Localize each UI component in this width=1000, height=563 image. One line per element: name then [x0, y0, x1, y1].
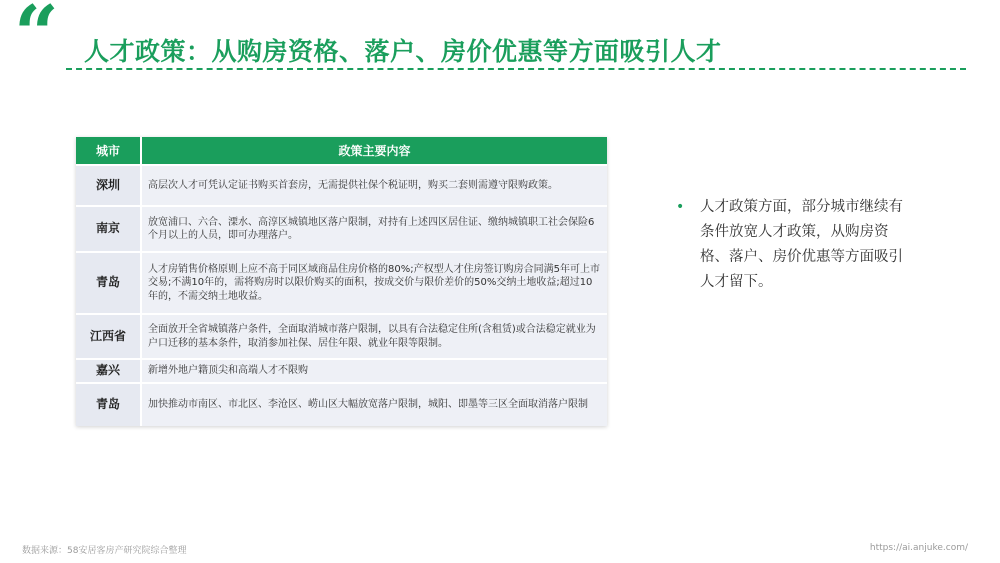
summary-bullet: [676, 195, 916, 295]
table-row: [76, 252, 607, 314]
table-cell-city: 青岛: [76, 252, 141, 314]
policy-table: [76, 137, 607, 426]
column-header-city: 城市: [76, 137, 141, 165]
table-row: [76, 206, 607, 252]
table-cell-content: 全面放开全省城镇落户条件，全面取消城市落户限制，以具有合法稳定住所(含租赁)或合法稳定就业为户口迁移的基本条件，取消参加社保、居住年限、就业年限等限制。: [141, 314, 607, 359]
table-cell-content: 放宽浦口、六合、溧水、高淳区城镇地区落户限制，对持有上述四区居住证、缴纳城镇职工社会保险6个月以上的人员，即可办理落户。: [141, 206, 607, 252]
table-row: [76, 314, 607, 359]
table-cell-city: 南京: [76, 206, 141, 252]
table-cell-content: 高层次人才可凭认定证书购买首套房，无需提供社保个税证明，购买二套则需遵守限购政策。: [141, 165, 607, 206]
quote-mark-icon: “: [14, 0, 59, 80]
table-cell-content: 加快推动市南区、市北区、李沧区、崂山区大幅放宽落户限制，城阳、即墨等三区全面取消落户限制: [141, 383, 607, 426]
table-cell-city: 深圳: [76, 165, 141, 206]
page-title: 人才政策：从购房资格、落户、房价优惠等方面吸引人才: [84, 37, 722, 66]
site-url: https://ai.anjuke.com/: [869, 543, 968, 553]
table-row: [76, 383, 607, 426]
data-source-note: 数据来源：58安居客房产研究院综合整理: [22, 546, 187, 556]
table-cell-content: 人才房销售价格原则上应不高于同区域商品住房价格的80%;产权型人才住房签订购房合同满5年可上市交易;不满10年的，需将购房时以限价购买的面积，按成交价与限价差价的50%交纳土地收益;超过10年的，不需交纳土地收益。: [141, 252, 607, 314]
title-divider: [66, 68, 966, 70]
table-cell-city: 嘉兴: [76, 359, 141, 383]
table-row: [76, 165, 607, 206]
summary-text: 人才政策方面，部分城市继续有条件放宽人才政策，从购房资格、落户、房价优惠等方面吸引人才留下。: [700, 199, 903, 290]
table-cell-city: 江西省: [76, 314, 141, 359]
table-cell-city: 青岛: [76, 383, 141, 426]
table-cell-content: 新增外地户籍顶尖和高端人才不限购: [141, 359, 607, 383]
column-header-content: 政策主要内容: [141, 137, 607, 165]
table-row: [76, 359, 607, 383]
bullet-dot-icon: •: [676, 199, 685, 215]
table-header-row: [76, 137, 607, 165]
